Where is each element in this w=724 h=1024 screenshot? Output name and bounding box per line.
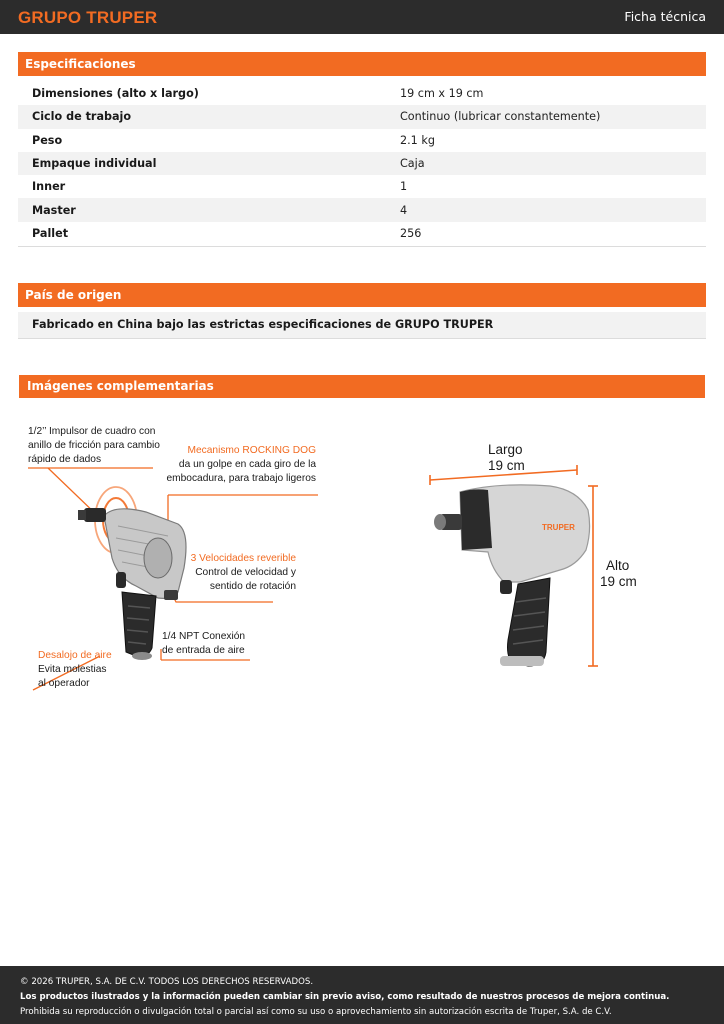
brand-logo: GRUPO TRUPER bbox=[18, 8, 158, 27]
height-label-line-1: Alto bbox=[606, 558, 630, 573]
length-label-line-2: 19 cm bbox=[488, 458, 525, 473]
table-row bbox=[18, 152, 706, 175]
spec-label: Pallet bbox=[32, 226, 69, 240]
specs-table bbox=[18, 82, 706, 245]
images-section-title: Imágenes complementarias bbox=[19, 375, 705, 398]
npt-line-2: de entrada de aire bbox=[162, 645, 245, 656]
spec-label: Empaque individual bbox=[18, 152, 386, 175]
dimension-figure bbox=[400, 430, 660, 680]
speed-line-1: Control de velocidad y bbox=[195, 567, 296, 578]
rights-text: Prohibida su reproducción o divulgación total o parcial así como su uso o aprovechamiento sin autorización escrita de Truper, S.A. de C.V. bbox=[20, 1007, 612, 1017]
spec-label: Peso bbox=[32, 133, 63, 147]
spec-value: 4 bbox=[386, 198, 706, 221]
rocking-dog-line-2: embocadura, para trabajo ligeros bbox=[166, 473, 316, 484]
specs-section-title: Especificaciones bbox=[18, 52, 706, 76]
exhaust-line-2: al operador bbox=[38, 678, 90, 689]
drive-label-line-2: anillo de fricción para cambio bbox=[28, 440, 160, 451]
spec-value: 19 cm x 19 cm bbox=[400, 87, 484, 101]
origin-section-title: País de origen bbox=[18, 283, 706, 307]
origin-text: Fabricado en China bajo las estrictas especificaciones de GRUPO TRUPER bbox=[18, 312, 706, 338]
length-label-line-1: Largo bbox=[488, 442, 523, 457]
exhaust-line-1: Evita molestias bbox=[38, 664, 107, 675]
origin-divider bbox=[18, 338, 706, 339]
speed-line-2: sentido de rotación bbox=[209, 581, 296, 592]
spec-label: Dimensiones (alto x largo) bbox=[32, 87, 199, 101]
spec-label: Ciclo de trabajo bbox=[18, 105, 386, 128]
spec-label: Master bbox=[18, 198, 386, 221]
disclaimer-text: Los productos ilustrados y la información pueden cambiar sin previo aviso, como resultado de nuestros procesos de mejora continua. bbox=[20, 992, 670, 1002]
rocking-dog-title: Mecanismo ROCKING DOG bbox=[187, 445, 316, 456]
spec-value: 1 bbox=[400, 180, 408, 194]
table-row bbox=[18, 129, 706, 152]
dimension-tool-drawing bbox=[400, 430, 660, 680]
drive-label-line-1: 1/2’’ Impulsor de cuadro con bbox=[28, 426, 156, 437]
spec-value: Continuo (lubricar constantemente) bbox=[386, 105, 706, 128]
spec-value: 256 bbox=[400, 226, 422, 240]
table-row bbox=[18, 198, 706, 221]
copyright-text: © 2026 TRUPER, S.A. DE C.V. TODOS LOS DERECHOS RESERVADOS. bbox=[20, 977, 314, 987]
table-row bbox=[18, 105, 706, 128]
table-row bbox=[18, 175, 706, 198]
npt-line-1: 1/4 NPT Conexión bbox=[162, 631, 246, 642]
speed-title: 3 Velocidades reverible bbox=[190, 553, 296, 564]
height-label-line-2: 19 cm bbox=[600, 574, 637, 589]
spec-value: 2.1 kg bbox=[400, 133, 435, 147]
table-divider bbox=[18, 246, 706, 247]
drive-label-line-3: rápido de dados bbox=[28, 454, 102, 465]
top-bar bbox=[0, 0, 724, 34]
tool-brand-mark: TRUPER bbox=[542, 523, 575, 532]
rocking-dog-line-1: da un golpe en cada giro de la bbox=[178, 459, 316, 470]
footer bbox=[0, 966, 724, 1024]
annotated-tool-figure bbox=[18, 408, 348, 708]
doc-title: Ficha técnica bbox=[624, 9, 706, 24]
spec-value: Caja bbox=[386, 152, 706, 175]
exhaust-title: Desalojo de aire bbox=[38, 650, 112, 661]
table-row bbox=[18, 222, 706, 245]
spec-label: Inner bbox=[32, 180, 66, 194]
table-row bbox=[18, 82, 706, 105]
